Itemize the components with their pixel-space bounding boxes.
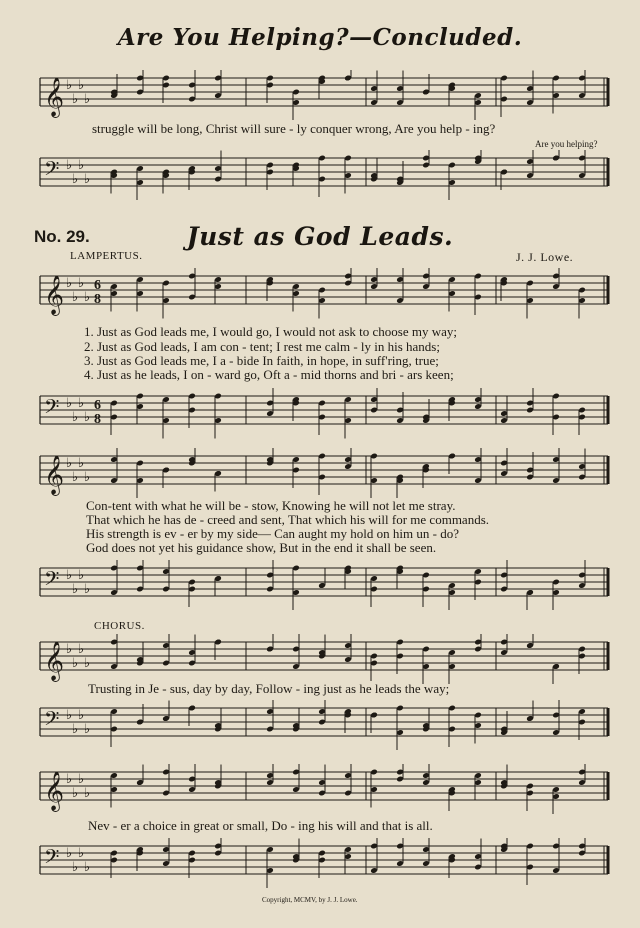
svg-text:♭: ♭ — [78, 395, 85, 410]
svg-text:♭: ♭ — [66, 157, 73, 172]
svg-text:𝄞: 𝄞 — [44, 275, 65, 315]
svg-text:♭: ♭ — [84, 91, 91, 106]
svg-text:♭: ♭ — [84, 469, 91, 484]
svg-text:♭: ♭ — [72, 171, 79, 186]
svg-text:𝄢: 𝄢 — [44, 845, 60, 873]
hymn-number: No. 29. — [34, 227, 90, 246]
svg-text:♭: ♭ — [72, 469, 79, 484]
verse-line: That which he has de - creed and sent, That which his will for me commands. — [86, 512, 490, 527]
svg-text:♭: ♭ — [84, 289, 91, 304]
svg-text:♭: ♭ — [84, 171, 91, 186]
svg-text:♭: ♭ — [84, 409, 91, 424]
lyric-line: struggle will be long, Christ will sure - ly conquer wrong, Are you help - ing? — [92, 121, 496, 136]
svg-text:♭: ♭ — [78, 455, 85, 470]
author-credit: J. J. Lowe. — [516, 250, 574, 264]
svg-text:8: 8 — [94, 292, 101, 307]
svg-text:♭: ♭ — [66, 77, 73, 92]
composer-credit: LAMPERTUS. — [70, 250, 143, 262]
svg-text:♭: ♭ — [72, 655, 79, 670]
svg-text:♭: ♭ — [78, 845, 85, 860]
svg-text:♭: ♭ — [72, 785, 79, 800]
svg-text:♭: ♭ — [66, 275, 73, 290]
chorus-lyric: Nev - er a choice in great or small, Do - ing his will and that is all. — [88, 818, 433, 833]
hymn-title: Just as God Leads. — [186, 222, 454, 251]
svg-text:𝄞: 𝄞 — [44, 641, 65, 681]
svg-text:♭: ♭ — [72, 409, 79, 424]
chorus-lyric: Trusting in Je - sus, day by day, Follow - ing just as he leads the way; — [88, 681, 450, 696]
svg-text:♭: ♭ — [84, 721, 91, 736]
svg-text:𝄢: 𝄢 — [44, 157, 60, 185]
treble-staff — [36, 448, 612, 498]
treble-staff — [36, 70, 612, 120]
verse-line: 4. Just as he leads, I on - ward go, Oft a - mid thorns and bri - ars keen; — [84, 367, 454, 382]
svg-text:6: 6 — [94, 278, 101, 293]
bass-staff — [36, 150, 612, 200]
svg-text:♭: ♭ — [84, 785, 91, 800]
copyright-notice: Copyright, MCMV, by J. J. Lowe. — [262, 896, 358, 904]
svg-text:♭: ♭ — [72, 721, 79, 736]
svg-text:♭: ♭ — [84, 655, 91, 670]
svg-text:♭: ♭ — [78, 275, 85, 290]
treble-staff — [36, 634, 612, 684]
svg-text:♭: ♭ — [78, 567, 85, 582]
svg-text:♭: ♭ — [78, 707, 85, 722]
svg-text:♭: ♭ — [66, 395, 73, 410]
svg-text:8: 8 — [94, 412, 101, 427]
svg-text:♭: ♭ — [72, 91, 79, 106]
svg-text:♭: ♭ — [72, 581, 79, 596]
bass-staff — [36, 700, 612, 750]
svg-text:𝄞: 𝄞 — [44, 455, 65, 495]
svg-text:♭: ♭ — [66, 771, 73, 786]
verse-line: His strength is ev - er by my side— Can aught my hold on him un - do? — [86, 526, 459, 541]
svg-text:6: 6 — [94, 398, 101, 413]
svg-text:𝄢: 𝄢 — [44, 395, 60, 423]
echo-text: Are you helping? — [535, 139, 598, 149]
verse-line: Con-tent with what he will be - stow, Knowing he will not let me stray. — [86, 498, 456, 513]
svg-text:♭: ♭ — [72, 289, 79, 304]
svg-text:♭: ♭ — [78, 771, 85, 786]
verse-line: 1. Just as God leads me, I would go, I would not ask to choose my way; — [84, 324, 457, 339]
svg-text:♭: ♭ — [78, 641, 85, 656]
chorus-label: CHORUS. — [94, 620, 145, 632]
bass-staff — [36, 560, 612, 610]
verse-line: 2. Just as God leads, I am con - tent; I rest me calm - ly in his hands; — [84, 339, 440, 354]
svg-text:♭: ♭ — [84, 581, 91, 596]
svg-text:♭: ♭ — [66, 641, 73, 656]
svg-text:♭: ♭ — [66, 845, 73, 860]
svg-text:♭: ♭ — [78, 157, 85, 172]
svg-text:♭: ♭ — [72, 859, 79, 874]
svg-text:♭: ♭ — [78, 77, 85, 92]
svg-text:♭: ♭ — [66, 455, 73, 470]
svg-text:𝄞: 𝄞 — [44, 771, 65, 811]
verse-line: 3. Just as God leads me, I a - bide In faith, in hope, in suff'ring, true; — [84, 353, 439, 368]
svg-text:♭: ♭ — [84, 859, 91, 874]
bass-staff — [36, 838, 612, 888]
verse-line: God does not yet his guidance show, But in the end it shall be seen. — [86, 540, 437, 555]
bass-staff — [36, 388, 612, 440]
treble-staff — [36, 764, 612, 814]
svg-text:♭: ♭ — [66, 567, 73, 582]
page-title: Are You Helping?—Concluded. — [117, 24, 523, 51]
svg-text:♭: ♭ — [66, 707, 73, 722]
svg-text:𝄞: 𝄞 — [44, 77, 65, 117]
svg-text:𝄢: 𝄢 — [44, 567, 60, 595]
svg-text:𝄢: 𝄢 — [44, 707, 60, 735]
treble-staff — [36, 268, 612, 320]
